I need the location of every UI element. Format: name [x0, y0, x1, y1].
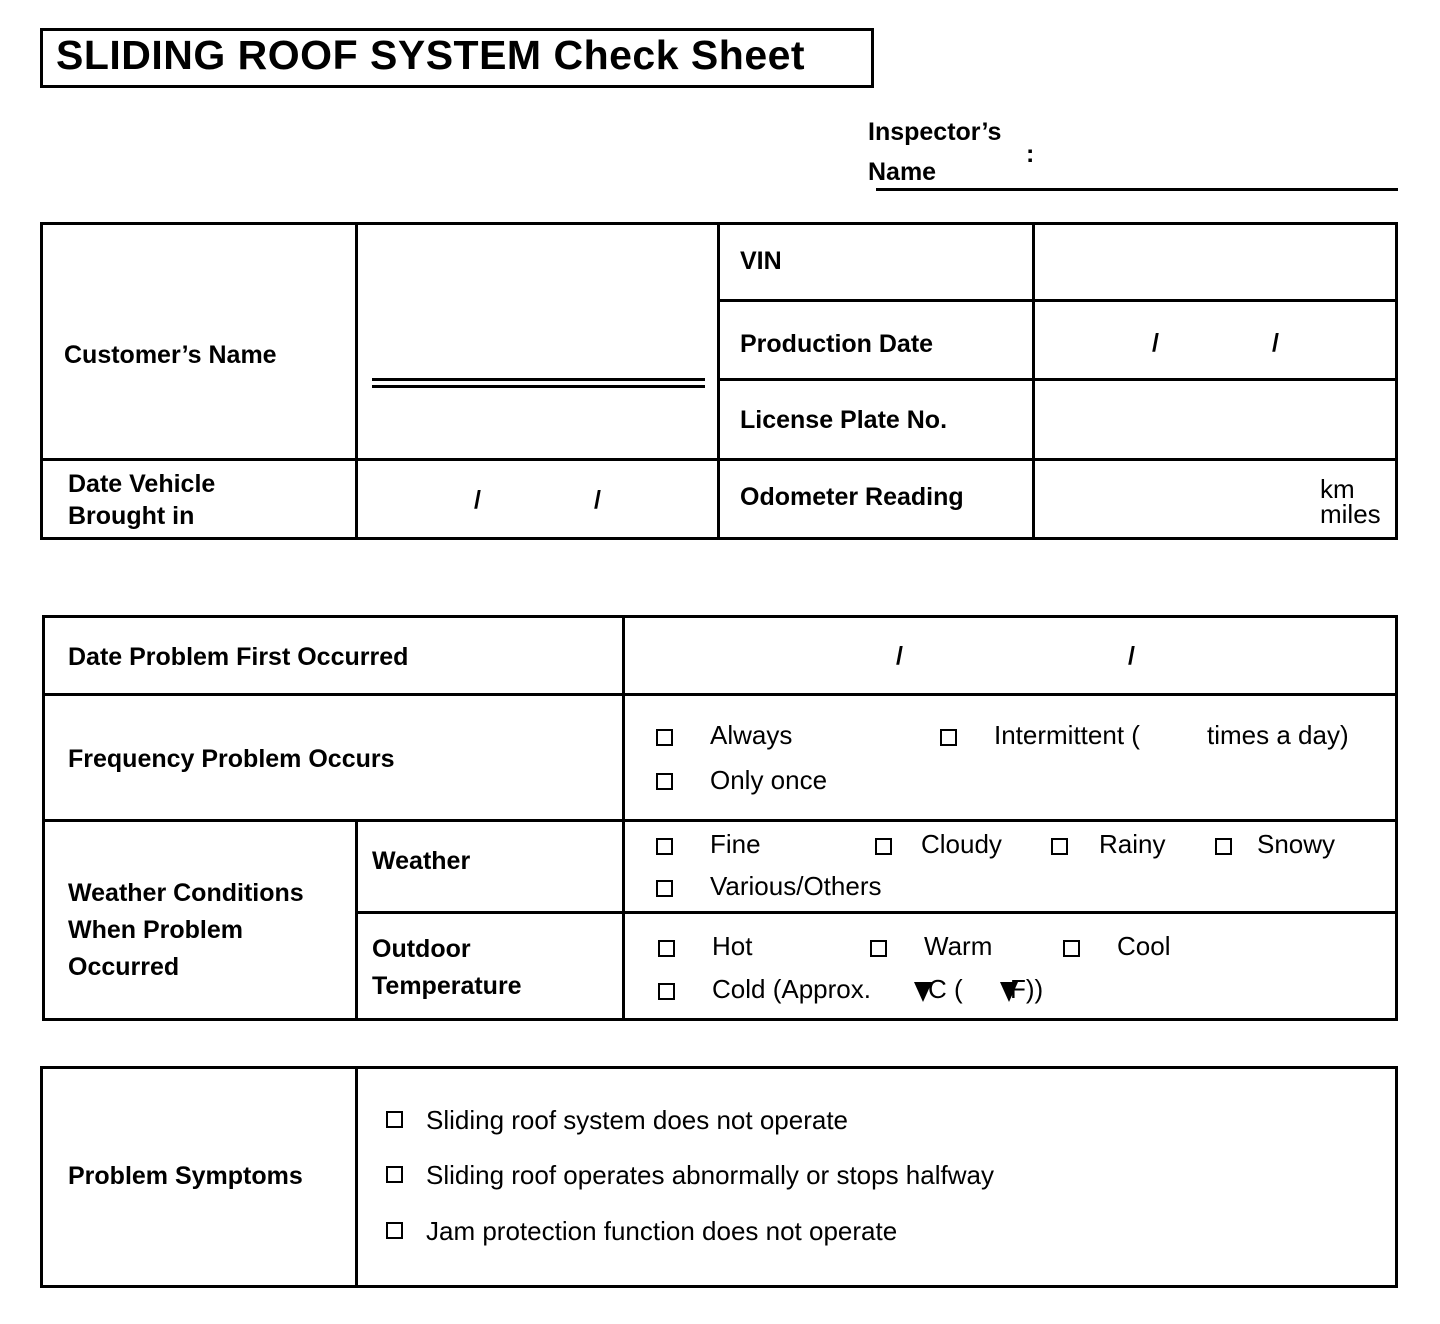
checkbox-symptom-2[interactable] [386, 1166, 403, 1183]
divider [42, 819, 1398, 822]
conditions-label-line2: When Problem [68, 916, 244, 944]
date-first-occurred-separator: / [896, 642, 903, 670]
license-plate-label: License Plate No. [740, 406, 948, 434]
date-brought-in-separator: / [594, 486, 601, 514]
inspector-label-line1: Inspector’s [868, 118, 1002, 146]
divider [622, 615, 625, 1021]
date-brought-in-separator: / [474, 486, 481, 514]
cold-celsius: C ( [928, 974, 963, 1004]
customer-name-label: Customer’s Name [64, 341, 277, 369]
conditions-label-line1: Weather Conditions [68, 879, 304, 907]
option-times-a-day: times a day) [1207, 720, 1349, 750]
divider [1032, 222, 1035, 540]
divider [42, 693, 1398, 696]
production-date-separator: / [1152, 329, 1159, 357]
divider [355, 1066, 358, 1288]
date-first-occurred-separator: / [1128, 642, 1135, 670]
date-brought-in-label-line1: Date Vehicle [68, 470, 216, 498]
option-warm: Warm [924, 931, 993, 961]
degree-fahrenheit-icon [1000, 982, 1018, 1002]
vin-field[interactable] [1036, 226, 1394, 298]
divider [717, 299, 1398, 302]
checkbox-cloudy[interactable] [875, 838, 892, 855]
symptom-item-3: Jam protection function does not operate [426, 1216, 898, 1246]
conditions-label-line3: Occurred [68, 953, 180, 981]
divider [355, 222, 358, 540]
checkbox-only-once[interactable] [656, 773, 673, 790]
frequency-label: Frequency Problem Occurs [68, 745, 395, 773]
temperature-label-line1: Outdoor [372, 935, 471, 963]
option-rainy: Rainy [1099, 829, 1166, 859]
checkbox-intermittent[interactable] [940, 729, 957, 746]
symptom-item-1: Sliding roof system does not operate [426, 1105, 849, 1135]
checkbox-warm[interactable] [870, 940, 887, 957]
checkbox-various-others[interactable] [656, 880, 673, 897]
option-always: Always [710, 720, 793, 750]
checkbox-cool[interactable] [1063, 940, 1080, 957]
checkbox-snowy[interactable] [1215, 838, 1232, 855]
date-first-occurred-label: Date Problem First Occurred [68, 643, 409, 671]
cold-fahrenheit: F)) [1010, 974, 1044, 1004]
production-date-separator: / [1272, 329, 1279, 357]
divider [355, 820, 358, 1021]
checkbox-always[interactable] [656, 729, 673, 746]
checkbox-hot[interactable] [658, 940, 675, 957]
checkbox-symptom-1[interactable] [386, 1111, 403, 1128]
production-date-label: Production Date [740, 330, 934, 358]
option-hot: Hot [712, 931, 753, 961]
option-various-others: Various/Others [710, 871, 882, 901]
option-only-once: Only once [710, 765, 828, 795]
problem-symptoms-label: Problem Symptoms [68, 1162, 303, 1190]
customer-name-underline [372, 385, 705, 388]
inspector-colon: : [1026, 140, 1035, 168]
weather-label: Weather [372, 847, 471, 875]
divider [40, 458, 1398, 461]
odometer-unit-km: km [1320, 474, 1355, 504]
odometer-label: Odometer Reading [740, 483, 964, 511]
degree-celsius-icon [914, 982, 932, 1002]
option-cool: Cool [1117, 931, 1171, 961]
customer-name-field[interactable] [372, 378, 705, 381]
option-fine: Fine [710, 829, 761, 859]
page-title: SLIDING ROOF SYSTEM Check Sheet [56, 32, 806, 78]
option-cold: Cold (Approx. [712, 974, 871, 1004]
option-intermittent: Intermittent ( [994, 720, 1140, 750]
option-snowy: Snowy [1257, 829, 1336, 859]
inspector-name-field[interactable] [876, 188, 1398, 191]
checkbox-fine[interactable] [656, 838, 673, 855]
date-brought-in-label-line2: Brought in [68, 502, 195, 530]
divider [717, 378, 1398, 381]
symptom-item-2: Sliding roof operates abnormally or stops halfway [426, 1160, 994, 1190]
odometer-unit-miles: miles [1320, 499, 1381, 529]
checkbox-symptom-3[interactable] [386, 1222, 403, 1239]
divider [355, 911, 1398, 914]
divider [717, 222, 720, 540]
inspector-label-line2: Name [868, 158, 937, 186]
checkbox-cold[interactable] [658, 983, 675, 1000]
option-cloudy: Cloudy [921, 829, 1002, 859]
vin-label: VIN [740, 247, 782, 275]
checkbox-rainy[interactable] [1051, 838, 1068, 855]
license-plate-field[interactable] [1036, 382, 1394, 456]
temperature-label-line2: Temperature [372, 972, 522, 1000]
